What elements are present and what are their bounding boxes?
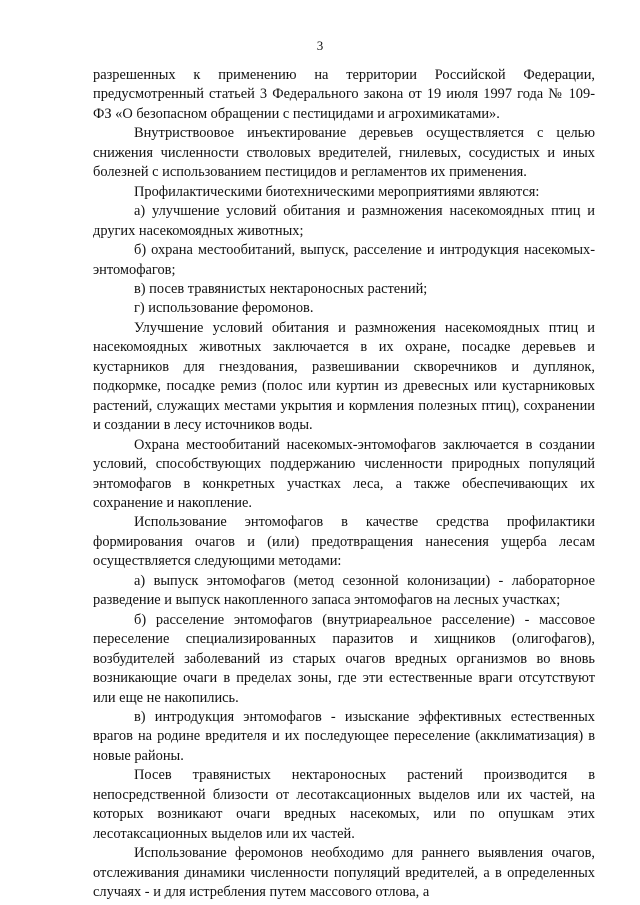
paragraph-injection: Внутриствоовое инъектирование деревьев осуществляется с целью снижения численности стволовых вредителей, гнилевых, сосудистых и иных болезней с использованием пестицидов и регламентов их применения. <box>93 125 595 181</box>
method-item-v: в) интродукция энтомофагов - изыскание эффективных естественных врагов на родине вредителя и их последующее переселение (акклиматизация) в новые районы. <box>93 708 595 764</box>
document-body <box>93 66 595 902</box>
paragraph-nectar-plants: Посев травянистых нектароносных растений производится в непосредственной близости от лесотаксационных выделов или их частей, на которых возникают очаги вредных насекомых, или по опушкам этих лесотаксационных выделов или их частей. <box>93 767 595 842</box>
paragraph-pheromones: Использование феромонов необходимо для раннего выявления очагов, отслеживания динамики численности популяций вредителей, а в определенных случаях - и для истребления путем массового отлова, а <box>93 845 595 901</box>
paragraph-birds: Улучшение условий обитания и размножения насекомоядных птиц и насекомоядных животных заключается в их охране, посадке деревьев и кустарников для гнездования, развешивании скворечников и дуплянок, подкормке, посадке ремиз (полос или куртин из древесных или кустарниковых растений, служащих местами укрытия и кормления полезных птиц), сохранении и создании в лесу источников воды. <box>93 319 595 434</box>
list-item-a: а) улучшение условий обитания и размножения насекомоядных птиц и других насекомоядных животных; <box>93 203 595 239</box>
paragraph-habitat: Охрана местообитаний насекомых-энтомофагов заключается в создании условий, способствующих поддержанию численности природных популяций энтомофагов в конкретных участках леса, а также обеспечивающих их сохранение и накопление. <box>93 436 595 511</box>
list-item-g: г) использование феромонов. <box>134 300 314 317</box>
method-item-a: а) выпуск энтомофагов (метод сезонной колонизации) - лабораторное разведение и выпуск накопленного запаса энтомофагов на лесных участках; <box>93 572 595 609</box>
method-item-b: б) расселение энтомофагов (внутриареальное расселение) - массовое переселение специализированных паразитов и хищников (олигофагов), возбудителей заболеваний из старых очагов вредных организмов во вновь возникающие очаги в пределах зоны, где эти естественные враги отсутствуют или еще не накопились. <box>93 611 595 706</box>
paragraph-continuation: разрешенных к применению на территории Российской Федерации, предусмотренный статьей 3 Федерального закона от 19 июля 1997 года № 109-ФЗ «О безопасном обращении с пестицидами и агрохимикатами». <box>93 67 595 122</box>
list-item-v: в) посев травянистых нектароносных растений; <box>134 280 428 297</box>
paragraph-entomophages-methods: Использование энтомофагов в качестве средства профилактики формирования очагов и (или) предотвращения нанесения ущерба лесам осуществляется следующими методами: <box>93 514 595 570</box>
page-number: 3 <box>316 38 324 53</box>
list-item-b: б) охрана местообитаний, выпуск, расселение и интродукция насекомых-энтомофагов; <box>93 242 595 278</box>
paragraph-biotech-intro: Профилактическими биотехническими мероприятиями являются: <box>134 183 540 200</box>
